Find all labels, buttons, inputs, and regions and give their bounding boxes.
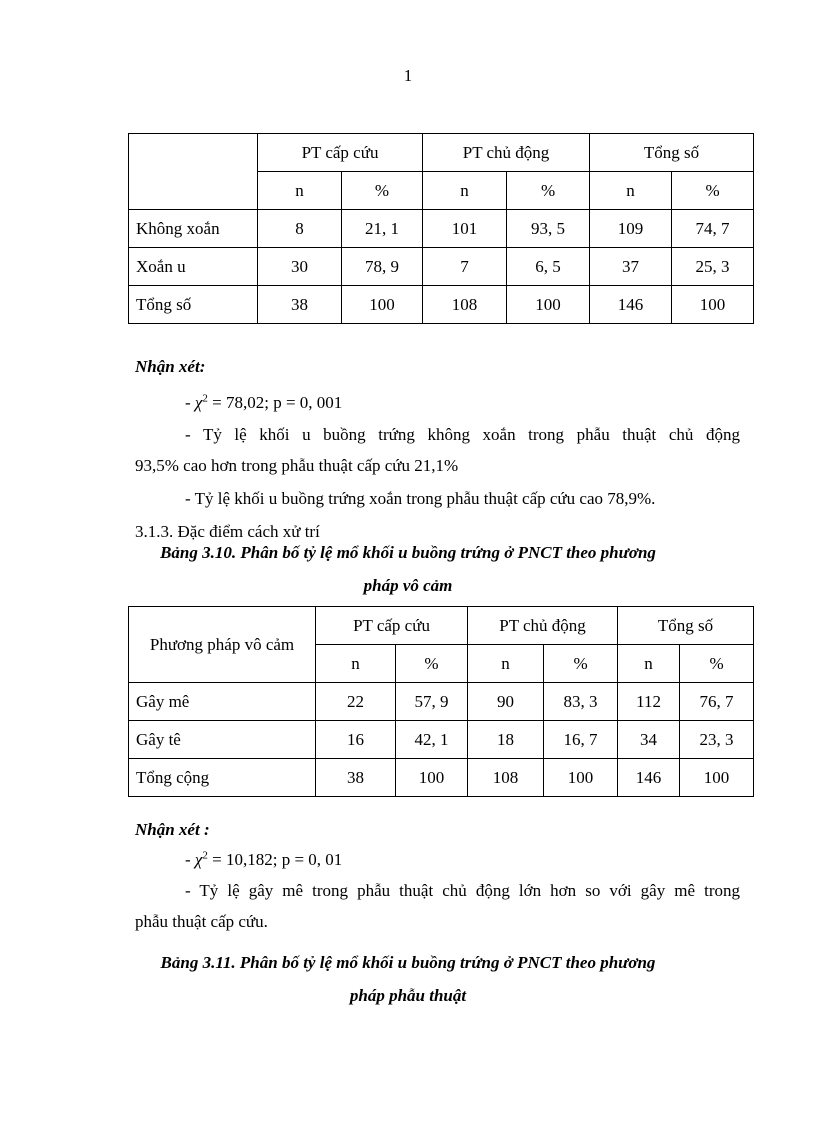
cell: 7 (423, 248, 507, 286)
cell: 38 (258, 286, 342, 324)
subheader-n: n (590, 172, 672, 210)
chi-symbol: - χ (185, 850, 203, 869)
cell: 78, 9 (342, 248, 423, 286)
cell: 146 (618, 759, 680, 797)
remark-heading: Nhận xét: (135, 357, 206, 376)
chi-symbol: - χ (185, 393, 203, 412)
header-emergency: PT cấp cứu (258, 134, 423, 172)
cell: 57, 9 (396, 683, 468, 721)
cell: 18 (468, 721, 544, 759)
cell: 22 (316, 683, 396, 721)
cell: 146 (590, 286, 672, 324)
cell: 23, 3 (680, 721, 754, 759)
chi-square-line (185, 393, 342, 413)
page-number: 1 (403, 66, 413, 85)
header-total: Tổng số (590, 134, 754, 172)
header-empty-cell (129, 134, 258, 210)
cell: 100 (396, 759, 468, 797)
cell: 100 (680, 759, 754, 797)
table-row (129, 286, 754, 324)
header-elective: PT chủ động (468, 607, 618, 645)
cell: 21, 1 (342, 210, 423, 248)
table-anesthesia-method (128, 606, 754, 797)
header-total: Tổng số (618, 607, 754, 645)
subheader-n: n (468, 645, 544, 683)
table-caption: Bảng 3.10. Phân bố tỷ lệ mổ khối u buồng trứng ở PNCT theo phương (160, 543, 656, 562)
cell: 90 (468, 683, 544, 721)
section-heading: 3.1.3. Đặc điểm cách xử trí (135, 522, 320, 541)
cell: 100 (672, 286, 754, 324)
cell: 93, 5 (507, 210, 590, 248)
cell: 8 (258, 210, 342, 248)
cell: 34 (618, 721, 680, 759)
subheader-n: n (316, 645, 396, 683)
remark-line: 93,5% cao hơn trong phẫu thuật cấp cứu 21,1% (135, 456, 459, 475)
cell: 100 (507, 286, 590, 324)
chi-value: = 10,182; p = 0, 01 (207, 850, 343, 869)
chi-value: = 78,02; p = 0, 001 (207, 393, 343, 412)
cell: 100 (342, 286, 423, 324)
cell: 38 (316, 759, 396, 797)
cell: 42, 1 (396, 721, 468, 759)
subheader-pct: % (507, 172, 590, 210)
table-caption-cont: pháp vô cảm (363, 576, 453, 595)
row-label: Gây tê (129, 721, 316, 759)
cell: 6, 5 (507, 248, 590, 286)
row-label: Gây mê (129, 683, 316, 721)
chi-superscript: 2 (202, 849, 208, 862)
cell: 76, 7 (680, 683, 754, 721)
table-header-row (129, 134, 754, 172)
cell: 108 (423, 286, 507, 324)
header-elective: PT chủ động (423, 134, 590, 172)
table-row (129, 248, 754, 286)
remark-line: - Tỷ lệ khối u buồng trứng xoắn trong phẫu thuật cấp cứu cao 78,9%. (185, 489, 656, 508)
cell: 25, 3 (672, 248, 754, 286)
table-row (129, 210, 754, 248)
subheader-pct: % (544, 645, 618, 683)
cell: 112 (618, 683, 680, 721)
table-row (129, 759, 754, 797)
cell: 37 (590, 248, 672, 286)
cell: 101 (423, 210, 507, 248)
subheader-pct: % (672, 172, 754, 210)
table-torsion-by-surgery-type (128, 133, 754, 324)
subheader-n: n (618, 645, 680, 683)
subheader-n: n (423, 172, 507, 210)
cell: 108 (468, 759, 544, 797)
subheader-pct: % (680, 645, 754, 683)
row-label: Xoắn u (129, 248, 258, 286)
remark-line: phẫu thuật cấp cứu. (135, 912, 268, 931)
cell: 109 (590, 210, 672, 248)
subheader-pct: % (342, 172, 423, 210)
chi-superscript: 2 (202, 392, 208, 405)
cell: 83, 3 (544, 683, 618, 721)
cell: 100 (544, 759, 618, 797)
table-row (129, 683, 754, 721)
remark-line: - Tỷ lệ khối u buồng trứng không xoắn trong phẫu thuật chủ động (185, 425, 740, 444)
row-label: Tổng cộng (129, 759, 316, 797)
table-header-row (129, 607, 754, 645)
row-label: Tổng số (129, 286, 258, 324)
subheader-n: n (258, 172, 342, 210)
row-label: Không xoắn (129, 210, 258, 248)
cell: 30 (258, 248, 342, 286)
remark-heading: Nhận xét : (135, 820, 210, 839)
table-caption-cont: pháp phẫu thuật (349, 986, 467, 1005)
chi-square-line (185, 850, 342, 870)
remark-line: - Tỷ lệ gây mê trong phẫu thuật chủ động lớn hơn so với gây mê trong (185, 881, 740, 900)
cell: 16 (316, 721, 396, 759)
table-caption: Bảng 3.11. Phân bố tỷ lệ mổ khối u buồng trứng ở PNCT theo phương (160, 953, 656, 972)
subheader-pct: % (396, 645, 468, 683)
header-anesthesia-method: Phương pháp vô cảm (129, 607, 316, 683)
cell: 16, 7 (544, 721, 618, 759)
cell: 74, 7 (672, 210, 754, 248)
table-row (129, 721, 754, 759)
header-emergency: PT cấp cứu (316, 607, 468, 645)
